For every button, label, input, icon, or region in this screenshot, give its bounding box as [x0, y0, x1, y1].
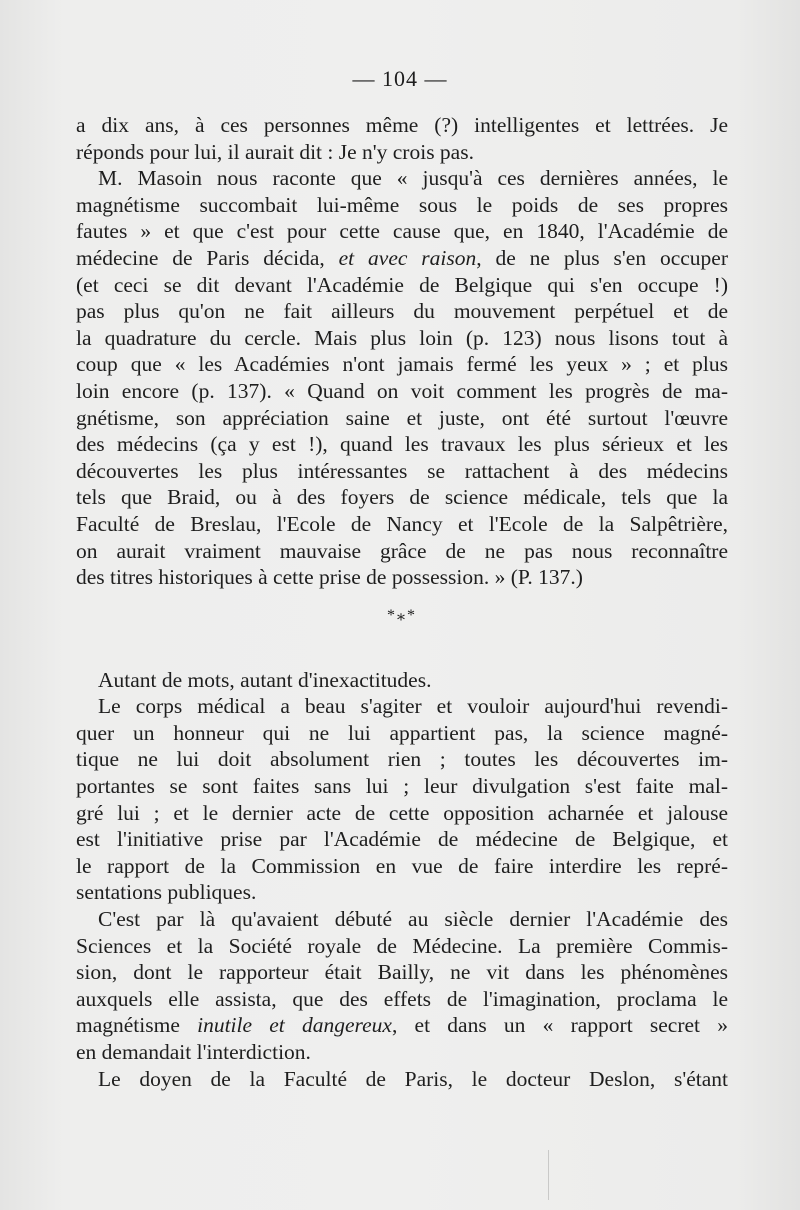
text-line: Sciences et la Société royale de Médecine. La première Commis- — [76, 933, 728, 958]
text-line: en demandait l'interdiction. — [76, 1040, 311, 1064]
text-line: Faculté de Breslau, l'Ecole de Nancy et l'Ecole de la Salpêtrière, — [76, 511, 728, 536]
text-line: découvertes les plus intéressantes se rattachent à des médecins — [76, 458, 728, 483]
text-line: médecine de Paris décida, et avec raison, de ne plus s'en occuper — [76, 245, 728, 270]
text-line: magnétisme inutile et dangereux, et dans un « rapport secret » — [76, 1013, 728, 1038]
paragraph-3 — [76, 667, 728, 694]
section-ornament: *⁎* — [387, 606, 417, 624]
body-text — [76, 112, 728, 1092]
text-line: la quadrature du cercle. Mais plus loin (p. 123) nous lisons tout à — [76, 325, 728, 350]
text-line: sentations publiques. — [76, 880, 257, 905]
italic-phrase: et avec raison — [338, 245, 477, 270]
paragraph-6 — [76, 1066, 728, 1093]
paragraph-5 — [76, 906, 728, 1066]
text-line: on aurait vraiment mauvaise grâce de ne pas nous reconnaître — [76, 538, 728, 563]
text-line: est l'initiative prise par l'Académie de médecine de Belgique, et — [76, 827, 728, 852]
text-line: a dix ans, à ces personnes même (?) intelligentes et lettrées. Je — [76, 113, 728, 137]
text-line: M. Masoin nous raconte que « jusqu'à ces dernières années, le — [98, 166, 728, 191]
text-line: tels que Braid, ou à des foyers de science médicale, tels que la — [76, 485, 728, 510]
paragraph-1 — [76, 112, 728, 165]
text-line: Autant de mots, autant d'inexactitudes. — [98, 667, 432, 692]
text-line: tique ne lui doit absolument rien ; toutes les découvertes im- — [76, 747, 728, 772]
text-line: Le doyen de la Faculté de Paris, le docteur Deslon, s'étant — [98, 1066, 728, 1091]
paragraph-4 — [76, 693, 728, 906]
text-line: magnétisme succombait lui-même sous le poids de ses propres — [76, 192, 728, 217]
text-line: C'est par là qu'avaient débuté au siècle dernier l'Académie des — [98, 907, 728, 932]
text-line: quer un honneur qui ne lui appartient pas, la science magné- — [76, 720, 728, 745]
text-line: gré lui ; et le dernier acte de cette opposition acharnée et jalouse — [76, 800, 728, 825]
paragraph-2 — [76, 165, 728, 591]
text-line: coup que « les Académies n'ont jamais fermé les yeux » ; et plus — [76, 352, 728, 377]
scan-mark — [548, 1150, 549, 1200]
page-number: — 104 — — [352, 66, 448, 91]
text-line: pas plus qu'on ne fait ailleurs du mouvement perpétuel et de — [76, 299, 728, 324]
text-line: auxquels elle assista, que des effets de l'imagination, proclama le — [76, 986, 728, 1011]
text-line: portantes se sont faites sans lui ; leur divulgation s'est faite mal- — [76, 774, 728, 799]
text-line: sion, dont le rapporteur était Bailly, ne vit dans les phénomènes — [76, 960, 728, 985]
text-line: réponds pour lui, il aurait dit : Je n'y crois pas. — [76, 139, 474, 164]
italic-phrase: inutile et dangereux — [197, 1013, 392, 1038]
text-line: Le corps médical a beau s'agiter et vouloir aujourd'hui revendi- — [98, 694, 728, 719]
text-line: fautes » et que c'est pour cette cause que, en 1840, l'Académie de — [76, 219, 728, 244]
text-line: le rapport de la Commission en vue de faire interdire les repré- — [76, 853, 728, 878]
text-line: loin encore (p. 137). « Quand on voit comment les progrès de ma- — [76, 378, 728, 403]
text-line: (et ceci se dit devant l'Académie de Belgique qui s'en occupe !) — [76, 272, 728, 297]
text-line: des médecins (ça y est !), quand les travaux les plus sérieux et les — [76, 432, 728, 457]
text-line: gnétisme, son appréciation saine et juste, ont été surtout l'œuvre — [76, 405, 728, 430]
text-line: des titres historiques à cette prise de possession. » (P. 137.) — [76, 565, 583, 590]
